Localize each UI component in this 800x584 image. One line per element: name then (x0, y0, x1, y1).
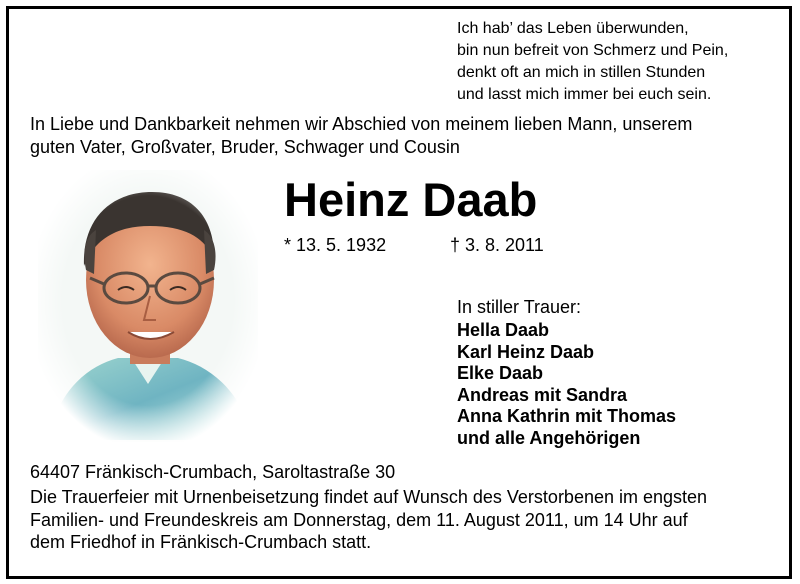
poem-line: bin nun befreit von Schmerz und Pein, (457, 42, 729, 59)
poem (457, 18, 728, 106)
ceremony-text (30, 486, 707, 554)
poem-line: und lasst mich immer bei euch sein. (457, 86, 712, 103)
ceremony-line: dem Friedhof in Fränkisch-Crumbach statt. (30, 532, 372, 552)
mourner-name: Andreas mit Sandra (457, 384, 628, 405)
poem-line: Ich hab’ das Leben überwunden, (457, 20, 689, 37)
intro-text (30, 113, 692, 159)
ceremony-line: Familien- und Freundeskreis am Donnerstag, dem 11. August 2011, um 14 Uhr auf (30, 509, 688, 530)
death-date: † 3. 8. 2011 (450, 235, 544, 255)
mourner-name: Elke Daab (457, 363, 544, 383)
intro-line: In Liebe und Dankbarkeit nehmen wir Abschied von meinem lieben Mann, unserem (30, 114, 693, 134)
mourners-list (457, 320, 676, 449)
mourner-name: und alle Angehörigen (457, 427, 641, 448)
mourner-name: Karl Heinz Daab (457, 341, 595, 362)
portrait-photo (38, 170, 258, 442)
address: 64407 Fränkisch-Crumbach, Saroltastraße 30 (30, 462, 396, 482)
mourner-name: Hella Daab (457, 320, 550, 340)
birth-date: * 13. 5. 1932 (284, 235, 387, 255)
mourner-name: Anna Kathrin mit Thomas (457, 406, 677, 426)
intro-line: guten Vater, Großvater, Bruder, Schwager und Cousin (30, 137, 460, 157)
deceased-name: Heinz Daab (284, 173, 538, 226)
poem-line: denkt oft an mich in stillen Stunden (457, 64, 706, 81)
mourners-heading: In stiller Trauer: (457, 297, 582, 317)
ceremony-line: Die Trauerfeier mit Urnenbeisetzung findet auf Wunsch des Verstorbenen im engsten (30, 487, 708, 507)
